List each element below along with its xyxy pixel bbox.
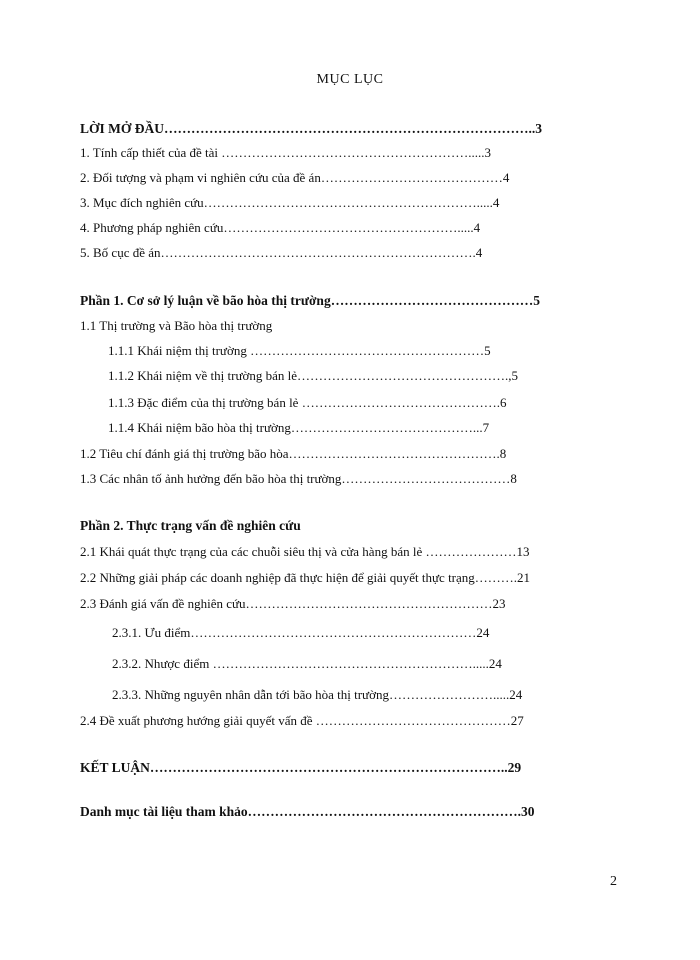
toc-entry-2-3[interactable]: 2.3 Đánh giá vấn đề nghiên cứu…………………………………………………23	[80, 596, 506, 611]
toc-entry-danh-muc[interactable]: Danh mục tài liệu tham khảo…………………………………………………….30	[80, 804, 535, 819]
toc-entry-1-1-4[interactable]: 1.1.4 Khái niệm bão hòa thị trường……………………………………...7	[108, 420, 490, 435]
toc-entry-2-1[interactable]: 2.1 Khái quát thực trạng của các chuỗi siêu thị và cửa hàng bán lẻ …………………13	[80, 544, 530, 559]
toc-entry-1-2[interactable]: 1.2 Tiêu chí đánh giá thị trường bão hòa………………………………………….8	[80, 446, 507, 461]
toc-entry-2[interactable]: 2. Đối tượng và phạm vi nghiên cứu của đề án……………………………………4	[80, 170, 510, 185]
toc-entry-1[interactable]: 1. Tính cấp thiết của đề tài ………………………………………………….....3	[80, 145, 492, 160]
page-title: MỤC LỤC	[316, 72, 384, 87]
toc-entry-2-3-2[interactable]: 2.3.2. Nhược điểm …………………………………………………….....24	[112, 656, 502, 671]
toc-entry-2-3-1[interactable]: 2.3.1. Ưu điểm…………………………………………………………24	[112, 625, 490, 640]
toc-entry-1-1-3[interactable]: 1.1.3 Đặc điểm của thị trường bán lẻ ……………………………………….6	[108, 395, 507, 410]
toc-entry-2-4[interactable]: 2.4 Đề xuất phương hướng giải quyết vấn đề ………………………………………27	[80, 713, 524, 728]
toc-entry-1-1[interactable]: 1.1 Thị trường và Bão hòa thị trường	[80, 318, 273, 333]
toc-entry-1-1-1[interactable]: 1.1.1 Khái niệm thị trường ………………………………………………5	[108, 343, 491, 358]
toc-entry-phan-2[interactable]: Phần 2. Thực trạng vấn đề nghiên cứu	[80, 518, 301, 533]
toc-entry-1-3[interactable]: 1.3 Các nhân tố ảnh hưởng đến bão hòa thị trường…………………………………8	[80, 471, 517, 486]
toc-entry-2-2[interactable]: 2.2 Những giải pháp các doanh nghiệp đã thực hiện để giải quyết thực trạng……….21	[80, 570, 531, 585]
toc-entry-5[interactable]: 5. Bố cục đề án……………………………………………………………….4	[80, 245, 483, 260]
page-number: 2	[610, 874, 617, 889]
toc-entry-4[interactable]: 4. Phương pháp nghiên cứu……………………………………………….....4	[80, 220, 481, 235]
toc-entry-loi-mo-dau[interactable]: LỜI MỞ ĐẦU………………………………………………………………………..3	[80, 121, 542, 136]
toc-entry-ket-luan[interactable]: KẾT LUẬN……………………………………………………………………..29	[80, 760, 522, 775]
toc-entry-phan-1[interactable]: Phần 1. Cơ sở lý luận về bão hòa thị trường………………………………………5	[80, 293, 540, 308]
toc-entry-1-1-2[interactable]: 1.1.2 Khái niệm về thị trường bán lẻ………………………………………….,5	[108, 368, 519, 383]
toc-entry-3[interactable]: 3. Mục đích nghiên cứu……………………………………………………….....4	[80, 195, 500, 210]
toc-entry-2-3-3[interactable]: 2.3.3. Những nguyên nhân dẫn tới bão hòa thị trường…………………….....24	[112, 687, 523, 702]
